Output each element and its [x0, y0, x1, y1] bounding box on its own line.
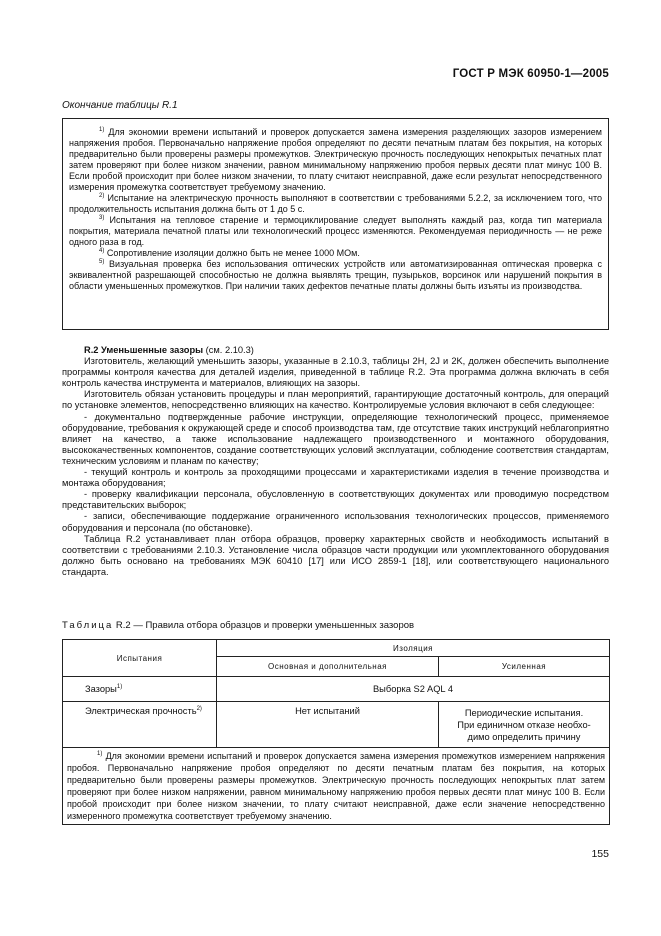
section-heading-title: R.2 Уменьшенные зазоры [84, 345, 204, 355]
note-text: Визуальная проверка без использования оптических устройств или автоматизированная оптическая проверка с эквивалентной разрешающей способностью не должна выявлять трещин, пузырьков, ворсинок или нарушений покрытия в области уменьшенных промежутков. При наличии таких дефектов печатные платы должны быть изъяты из производства. [69, 259, 602, 291]
table-caption-prefix: Таблица [62, 620, 114, 631]
paragraph: Изготовитель обязан установить процедуры и план мероприятий, гарантирующие достаточный контроль, для операций по установке элементов, непосредственно влияющих на качество. Контролируемые условия включают в себя следующее: [62, 389, 609, 411]
list-item: - текущий контроль и контроль за проходящими процессами и характеристиками изделия в течение производства и монтажа оборудования; [62, 467, 609, 489]
note-mark: 1) [97, 751, 103, 757]
page-number: 155 [591, 848, 609, 860]
table-r1-note-5 [63, 259, 608, 292]
note-mark: 1) [99, 127, 105, 133]
note-mark: 1) [116, 684, 123, 690]
note-text: Для экономии времени испытаний и проверок допускается замена измерения промежутков измерением напряжения пробоя. Первоначально напряжение пробоя определяют по десяти печатным платам без покрытия, на которых предварительно были проверены размеры промежутков. Электрическую прочность последующих непокрытых плат затем проверяют при более низком напряжении, равном минимальному напряжению пробоя первых десяти плат минус 100 В. Если пробой происходит при более низком значении, то плату считают неисправной, даже если значение непосредственно измеренного промежутка соответствует требуемому значению. [67, 751, 606, 821]
row-basic-value: Нет испытаний [217, 702, 439, 748]
note-mark: 5) [99, 259, 105, 265]
row-test-label: Зазоры [85, 684, 117, 694]
table-caption-text: R.2 — Правила отбора образцов и проверки уменьшенных зазоров [115, 620, 415, 631]
header-insulation: Изоляция [217, 640, 610, 657]
table-r1-note-1 [63, 127, 608, 193]
table-r2-caption [62, 620, 414, 631]
paragraph: Изготовитель, желающий уменьшить зазоры, указанные в 2.10.3, таблицы 2Н, 2J и 2K, должен обеспечить выполнение программы контроля качества для деталей изделия, приведенной в таблице R.2. Эта программа должна включать в себя контроль качества инструмента и материалов, влияющих на зазоры. [62, 356, 609, 389]
cell-line: При единичном отказе необхо- [457, 719, 591, 730]
header-reinforced: Усиленная [439, 657, 610, 677]
table-r2-note-1 [67, 750, 605, 822]
table-r1-notes-box [62, 118, 609, 330]
table-footnote-row [63, 748, 610, 825]
list-item: - проверку квалификации персонала, обусловленную в соответствующих документах или проводимую посредством представительских выборок; [62, 489, 609, 511]
header-tests: Испытания [63, 640, 217, 677]
table-r2 [62, 639, 610, 825]
note-mark: 4) [99, 248, 105, 254]
table-row [63, 702, 610, 748]
section-heading-ref: (см. 2.10.3) [205, 345, 254, 355]
cell-line: Периодические испытания. [464, 707, 584, 718]
document-header: ГОСТ Р МЭК 60950-1—2005 [452, 68, 609, 80]
section-heading [62, 345, 609, 356]
table-row [63, 677, 610, 702]
table-r1-note-4 [63, 248, 608, 259]
note-text: Испытания на тепловое старение и термоциклирование следует выполнять каждый раз, когда тип материала покрытия, материала печатной платы или технологический процесс изменяются. Рекомендуемая периодичность — не реже одного раза в год. [69, 215, 602, 247]
table-header-row [63, 640, 610, 657]
note-text: Для экономии времени испытаний и проверок допускается замена измерения разделяющих зазоров измерением напряжения пробоя. Первоначально напряжение пробоя определяют по десяти печатным платам без покрытия, на которых предварительно были проверены размеры промежутков. Электрическую прочность последующих непокрытых печатных плат затем проверяют при более низком значении, равном минимальному напряжению пробоя первых десяти плат минус 100 В. Если пробой происходит при более низком значении, то плату считают неисправной, даже если результат непосредственного измерения промежутка соответствует требуемому значению. [69, 127, 602, 192]
note-mark: 3) [99, 215, 105, 221]
row-test-name [63, 677, 217, 702]
cell-line: димо определить причину [467, 731, 581, 742]
note-mark: 2) [196, 706, 202, 712]
table-footnote [63, 748, 610, 825]
note-text: Испытание на электрическую прочность выполняют в соответствии с требованиями 5.2.2, за исключением того, что продолжительность испытания должна быть от 1 до 5 с. [69, 193, 602, 214]
row-test-name [63, 702, 217, 748]
table-r1-note-2 [63, 193, 608, 215]
table-r1-note-3 [63, 215, 608, 248]
list-item: - записи, обеспечивающие поддержание ограниченного использования технологических процессов, применяемого оборудования и персонала (по обстановке). [62, 511, 609, 533]
row-reinforced-value [439, 702, 610, 748]
row-test-label: Электрическая прочность [85, 706, 197, 716]
note-mark: 2) [99, 193, 105, 199]
paragraph: Таблица R.2 устанавливает план отбора образцов, проверку характерных свойств и необходимость испытаний в соответствии с требованиями 2.10.3. Установление числа образцов части продукции или укомплектованного оборудования должно быть основано на требованиях МЭК 60410 [17] или ИСО 2859-1 [18], или соответствующего национального стандарта. [62, 533, 609, 577]
section-r2-body [62, 345, 609, 578]
list-item: - документально подтвержденные рабочие инструкции, определяющие технологический процесс, применяемое оборудование, требования к окружающей среде и способ производства там, где отсутствие таких инструкций неблагоприятно влияет на качество, а также использование надлежащего производственного и монтажного оборудования, высококачественных компонентов, создание соответствующих условий эксплуатации, соблюдение соответствия стандартам, техническим условиям и планам по качеству; [62, 411, 609, 466]
note-text: Сопротивление изоляции должно быть не менее 1000 МОм. [106, 248, 360, 258]
header-basic: Основная и дополнительная [217, 657, 439, 677]
table-r1-continuation-caption: Окончание таблицы R.1 [62, 100, 178, 111]
row-merged-value: Выборка S2 AQL 4 [217, 677, 610, 702]
